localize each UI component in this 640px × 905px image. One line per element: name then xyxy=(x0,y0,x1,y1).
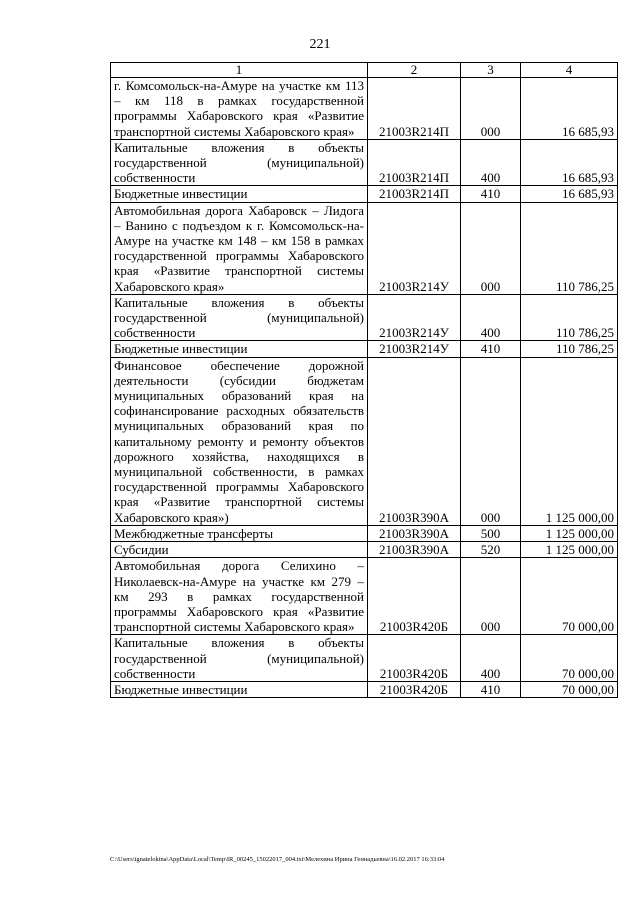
table-row xyxy=(111,341,618,357)
row-amount: 16 685,93 xyxy=(521,139,618,186)
row-amount: 70 000,00 xyxy=(521,558,618,635)
row-expense-type: 000 xyxy=(461,202,521,294)
row-code: 21003R390А xyxy=(368,357,461,525)
row-amount: 110 786,25 xyxy=(521,294,618,341)
file-path-footer: C:\Users\ignatelokina\AppData\Local\Temp\IR_00245_15022017_004.txt\Мелехина Ирина Геннадьевна\16.02.2017 16:33:04 xyxy=(110,856,445,863)
table-row xyxy=(111,139,618,186)
header-cell-2: 2 xyxy=(368,63,461,78)
row-description: г. Комсомольск-на-Амуре на участке км 113 – км 118 в рамках государственной программы Хабаровского края «Развитие транспортной системы Хабаровского края» xyxy=(111,78,368,140)
row-amount: 16 685,93 xyxy=(521,186,618,202)
row-description: Капитальные вложения в объекты государственной (муниципальной) собственности xyxy=(111,139,368,186)
table-row xyxy=(111,681,618,697)
row-code: 21003R214У xyxy=(368,202,461,294)
table-row xyxy=(111,202,618,294)
budget-table xyxy=(110,62,618,698)
row-description: Субсидии xyxy=(111,542,368,558)
row-description: Автомобильная дорога Хабаровск – Лидога – Ванино с подъездом к г. Комсомольск-на-Амуре на участке км 148 – км 158 в рамках государственной программы Хабаровского края «Развитие транспортной системы Хабаровского края» xyxy=(111,202,368,294)
row-code: 21003R214У xyxy=(368,294,461,341)
row-expense-type: 410 xyxy=(461,681,521,697)
row-expense-type: 000 xyxy=(461,558,521,635)
row-amount: 1 125 000,00 xyxy=(521,357,618,525)
table-row xyxy=(111,357,618,525)
row-amount: 110 786,25 xyxy=(521,341,618,357)
row-amount: 16 685,93 xyxy=(521,78,618,140)
row-code: 21003R420Б xyxy=(368,635,461,682)
row-description: Автомобильная дорога Селихино – Николаевск-на-Амуре на участке км 279 – км 293 в рамках государственной программы Хабаровского края «Развитие транспортной системы Хабаровского края» xyxy=(111,558,368,635)
row-amount: 1 125 000,00 xyxy=(521,542,618,558)
row-expense-type: 000 xyxy=(461,357,521,525)
row-expense-type: 400 xyxy=(461,635,521,682)
row-expense-type: 400 xyxy=(461,139,521,186)
row-description: Бюджетные инвестиции xyxy=(111,186,368,202)
row-expense-type: 410 xyxy=(461,186,521,202)
row-code: 21003R390А xyxy=(368,525,461,541)
row-expense-type: 500 xyxy=(461,525,521,541)
header-cell-4: 4 xyxy=(521,63,618,78)
table-row xyxy=(111,78,618,140)
row-description: Капитальные вложения в объекты государственной (муниципальной) собственности xyxy=(111,294,368,341)
row-code: 21003R214У xyxy=(368,341,461,357)
page-number: 221 xyxy=(309,37,331,52)
row-code: 21003R214П xyxy=(368,186,461,202)
row-amount: 110 786,25 xyxy=(521,202,618,294)
row-description: Межбюджетные трансферты xyxy=(111,525,368,541)
row-expense-type: 000 xyxy=(461,78,521,140)
row-description: Бюджетные инвестиции xyxy=(111,341,368,357)
row-description: Финансовое обеспечение дорожной деятельности (субсидии бюджетам муниципальных образований края на софинансирование расходных обязательств муниципальных образований края по капитальному ремонту и ремонту объектов дорожного хозяйства, находящихся в муниципальной собственности, в рамках государственной программы Хабаровского края «Развитие транспортной системы Хабаровского края») xyxy=(111,357,368,525)
table-row xyxy=(111,186,618,202)
row-amount: 1 125 000,00 xyxy=(521,525,618,541)
table-row xyxy=(111,542,618,558)
header-cell-1: 1 xyxy=(111,63,368,78)
row-expense-type: 410 xyxy=(461,341,521,357)
table-row xyxy=(111,294,618,341)
table-header-row xyxy=(111,63,618,78)
row-code: 21003R214П xyxy=(368,139,461,186)
row-amount: 70 000,00 xyxy=(521,681,618,697)
row-code: 21003R420Б xyxy=(368,681,461,697)
row-code: 21003R214П xyxy=(368,78,461,140)
table-row xyxy=(111,558,618,635)
row-description: Капитальные вложения в объекты государственной (муниципальной) собственности xyxy=(111,635,368,682)
row-description: Бюджетные инвестиции xyxy=(111,681,368,697)
table-row xyxy=(111,635,618,682)
row-amount: 70 000,00 xyxy=(521,635,618,682)
row-expense-type: 520 xyxy=(461,542,521,558)
row-expense-type: 400 xyxy=(461,294,521,341)
row-code: 21003R390А xyxy=(368,542,461,558)
header-cell-3: 3 xyxy=(461,63,521,78)
table-row xyxy=(111,525,618,541)
row-code: 21003R420Б xyxy=(368,558,461,635)
